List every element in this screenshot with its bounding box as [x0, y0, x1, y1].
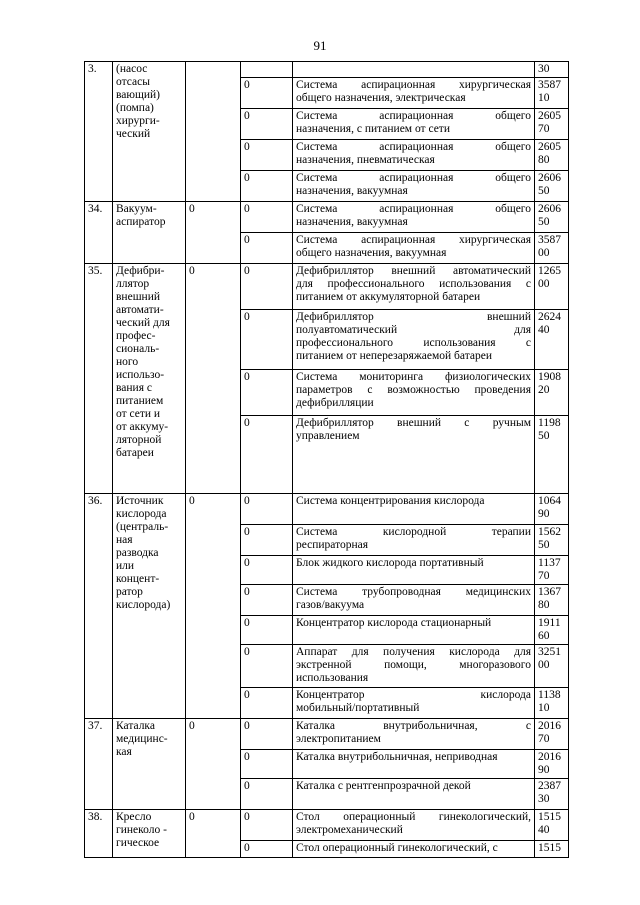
- description-line: мобильный/портативный: [296, 702, 420, 714]
- description-line: Система аспирационная хирургическая: [296, 234, 531, 246]
- item-name-line: медицинс-: [116, 733, 168, 745]
- description-line: Дефибриллятор внешний с ручным: [296, 417, 531, 429]
- device-description: [293, 202, 535, 233]
- code-line: 90: [538, 508, 550, 520]
- item-number-line: 6.: [93, 495, 103, 507]
- item-number-line: 4.: [93, 203, 103, 215]
- item-name-line: Каталка: [116, 720, 155, 732]
- item-name-line: Источник: [116, 495, 164, 507]
- zero-cell: 0: [241, 416, 293, 494]
- table-row: [85, 264, 569, 310]
- description-line: дефибрилляции: [296, 397, 374, 409]
- device-description: [293, 109, 535, 140]
- item-name-line: гинеколо -: [116, 824, 167, 836]
- code-line: 1367: [538, 586, 561, 598]
- item-name-line: ческий: [116, 128, 151, 140]
- device-description: [293, 556, 535, 585]
- item-name-line: кислорода: [116, 508, 167, 520]
- device-description: [293, 616, 535, 645]
- description-line: Концентратор кислорода стационарный: [296, 617, 492, 629]
- device-description: [293, 645, 535, 688]
- description-line: параметров с возможностью проведения: [296, 384, 531, 396]
- code-line: 10: [538, 92, 550, 104]
- description-line: Система кислородной терапии: [296, 526, 531, 538]
- code-line: 1515: [538, 811, 561, 823]
- device-description: [293, 62, 535, 78]
- device-code: [535, 140, 569, 171]
- code-line: 2605: [538, 110, 561, 122]
- item-name-line: от аккуму-: [116, 421, 169, 433]
- zero-cell: 0: [241, 233, 293, 264]
- description-line: питанием от неперезаряжаемой батареи: [296, 350, 492, 362]
- zero-cell: 0: [241, 616, 293, 645]
- device-description: [293, 171, 535, 202]
- quantity-cell: 0: [186, 494, 241, 719]
- item-name: [113, 810, 186, 858]
- device-code: [535, 109, 569, 140]
- description-line: полуавтоматический для: [296, 324, 531, 336]
- code-line: 50: [538, 430, 550, 442]
- item-name-line: вания с: [116, 382, 152, 394]
- description-line: общего назначения, электрическая: [296, 92, 466, 104]
- description-line: Система аспирационная хирургическая: [296, 79, 531, 91]
- zero-cell: 0: [241, 525, 293, 556]
- description-line: для профессионального использования с: [296, 278, 531, 290]
- description-line: Дефибриллятор внешний: [296, 311, 531, 323]
- description-line: Дефибриллятор внешний автоматический: [296, 265, 531, 277]
- table-row: [85, 719, 569, 750]
- item-number-line: 3: [88, 811, 94, 823]
- code-line: 2624: [538, 311, 561, 323]
- device-code: [535, 688, 569, 719]
- item-number-line: 7.: [93, 720, 103, 732]
- device-code: [535, 810, 569, 841]
- code-line: 50: [538, 216, 550, 228]
- code-line: 3251: [538, 646, 561, 658]
- item-name-line: аспиратор: [116, 216, 166, 228]
- description-line: Система аспирационная общего: [296, 110, 531, 122]
- description-line: профессионального использования с: [296, 337, 531, 349]
- item-name-line: ратор: [116, 586, 143, 598]
- device-code: [535, 233, 569, 264]
- device-code: [535, 616, 569, 645]
- description-line: Система аспирационная общего: [296, 141, 531, 153]
- zero-cell: 0: [241, 202, 293, 233]
- code-line: 2016: [538, 720, 561, 732]
- code-line: 1908: [538, 371, 561, 383]
- code-line: 1515: [538, 842, 561, 854]
- zero-cell: 0: [241, 779, 293, 810]
- equipment-table: [84, 61, 569, 858]
- description-line: Система аспирационная общего: [296, 203, 531, 215]
- item-name-line: разводка: [116, 547, 159, 559]
- code-line: 2605: [538, 141, 561, 153]
- table-row: [85, 810, 569, 841]
- code-line: 40: [538, 324, 550, 336]
- zero-cell: 0: [241, 140, 293, 171]
- zero-cell: [241, 62, 293, 78]
- item-name: [113, 264, 186, 494]
- zero-cell: 0: [241, 264, 293, 310]
- item-name-line: ляторной: [116, 434, 162, 446]
- item-name-line: кая: [116, 746, 132, 758]
- description-line: электропитанием: [296, 733, 381, 745]
- item-number: [85, 264, 113, 494]
- item-name-line: гическое: [116, 837, 160, 849]
- description-line: Каталка с рентгенпрозрачной декой: [296, 780, 471, 792]
- zero-cell: 0: [241, 841, 293, 858]
- item-number-line: 3: [88, 495, 94, 507]
- zero-cell: 0: [241, 171, 293, 202]
- description-line: назначения, вакуумная: [296, 216, 408, 228]
- code-line: 2606: [538, 172, 561, 184]
- description-line: управлением: [296, 430, 360, 442]
- code-line: 00: [538, 247, 550, 259]
- item-number: [85, 494, 113, 719]
- zero-cell: 0: [241, 109, 293, 140]
- description-line: назначения, пневматическая: [296, 154, 435, 166]
- zero-cell: 0: [241, 494, 293, 525]
- code-line: 00: [538, 278, 550, 290]
- code-line: 2606: [538, 203, 561, 215]
- code-line: 00: [538, 659, 550, 671]
- item-name: [113, 62, 186, 202]
- item-number-line: 3: [88, 720, 94, 732]
- item-number-line: 5.: [93, 265, 103, 277]
- device-description: [293, 494, 535, 525]
- device-description: [293, 310, 535, 370]
- description-line: Каталка внутрибольничная, с: [296, 720, 531, 732]
- device-code: [535, 585, 569, 616]
- device-description: [293, 370, 535, 416]
- device-description: [293, 416, 535, 494]
- description-line: Каталка внутрибольничная, неприводная: [296, 751, 498, 763]
- zero-cell: 0: [241, 556, 293, 585]
- item-name-line: Вакуум-: [116, 203, 157, 215]
- item-name-line: автомати-: [116, 304, 164, 316]
- description-line: Аппарат для получения кислорода для: [296, 646, 531, 658]
- code-line: 50: [538, 185, 550, 197]
- device-description: [293, 688, 535, 719]
- quantity-cell: 0: [186, 202, 241, 264]
- item-name-line: (помпа): [116, 102, 154, 114]
- description-line: Система аспирационная общего: [296, 172, 531, 184]
- code-line: 60: [538, 630, 550, 642]
- item-name-line: концент-: [116, 573, 160, 585]
- table-row: [85, 202, 569, 233]
- device-code: [535, 78, 569, 109]
- code-line: 30: [538, 63, 550, 75]
- item-name-line: профес-: [116, 330, 156, 342]
- item-name-line: батареи: [116, 447, 154, 459]
- item-number: [85, 62, 113, 202]
- description-line: электромеханический: [296, 824, 403, 836]
- item-number: [85, 202, 113, 264]
- zero-cell: 0: [241, 585, 293, 616]
- code-line: 2016: [538, 751, 561, 763]
- description-line: респираторная: [296, 539, 369, 551]
- device-description: [293, 719, 535, 750]
- device-description: [293, 264, 535, 310]
- item-number: [85, 719, 113, 810]
- description-line: экстренной помощи, многоразового: [296, 659, 531, 671]
- code-line: 1137: [538, 557, 561, 569]
- device-description: [293, 779, 535, 810]
- item-name-line: внешний: [116, 291, 161, 303]
- code-line: 2387: [538, 780, 561, 792]
- item-name-line: хирурги-: [116, 115, 160, 127]
- quantity-cell: 0: [186, 719, 241, 810]
- zero-cell: 0: [241, 78, 293, 109]
- item-name: [113, 202, 186, 264]
- device-description: [293, 750, 535, 779]
- device-code: [535, 525, 569, 556]
- zero-cell: 0: [241, 645, 293, 688]
- code-line: 3587: [538, 79, 561, 91]
- code-line: 1198: [538, 417, 561, 429]
- page-number: 91: [313, 38, 327, 53]
- item-number-line: 3: [88, 265, 94, 277]
- description-line: Блок жидкого кислорода портативный: [296, 557, 484, 569]
- code-line: 1911: [538, 617, 561, 629]
- zero-cell: 0: [241, 810, 293, 841]
- code-line: 1562: [538, 526, 561, 538]
- description-line: питанием от аккумуляторной батареи: [296, 291, 481, 303]
- item-name-line: от сети и: [116, 408, 161, 420]
- code-line: 80: [538, 154, 550, 166]
- item-name-line: кислорода): [116, 599, 171, 611]
- code-line: 90: [538, 764, 550, 776]
- item-number-line: 3.: [88, 63, 97, 75]
- item-name-line: (насос: [116, 63, 148, 75]
- item-name-line: использо-: [116, 369, 165, 381]
- description-line: использования: [296, 672, 369, 684]
- item-name-line: Дефибри-: [116, 265, 165, 277]
- zero-cell: 0: [241, 719, 293, 750]
- code-line: 20: [538, 384, 550, 396]
- item-name-line: вающий): [116, 89, 160, 101]
- item-name-line: ческий для: [116, 317, 170, 329]
- item-number-line: 3: [88, 203, 94, 215]
- description-line: Система трубопроводная медицинских: [296, 586, 531, 598]
- code-line: 70: [538, 570, 550, 582]
- device-description: [293, 140, 535, 171]
- device-code: [535, 310, 569, 370]
- quantity-cell: 0: [186, 810, 241, 858]
- device-code: [535, 719, 569, 750]
- device-code: [535, 556, 569, 585]
- code-line: 80: [538, 599, 550, 611]
- device-code: [535, 750, 569, 779]
- device-description: [293, 585, 535, 616]
- quantity-cell: [186, 62, 241, 202]
- device-description: [293, 233, 535, 264]
- description-line: Стол операционный гинекологический,: [296, 811, 531, 823]
- description-line: общего назначения, вакуумная: [296, 247, 447, 259]
- code-line: 30: [538, 793, 550, 805]
- code-line: 1265: [538, 265, 561, 277]
- item-name-line: питанием: [116, 395, 164, 407]
- device-code: [535, 494, 569, 525]
- item-name: [113, 494, 186, 719]
- code-line: 70: [538, 733, 550, 745]
- code-line: 50: [538, 539, 550, 551]
- device-code: [535, 264, 569, 310]
- item-name-line: или: [116, 560, 135, 572]
- zero-cell: 0: [241, 310, 293, 370]
- code-line: 1064: [538, 495, 561, 507]
- device-description: [293, 78, 535, 109]
- description-line: Стол операционный гинекологический, с: [296, 842, 498, 854]
- device-code: [535, 841, 569, 858]
- code-line: 3587: [538, 234, 561, 246]
- zero-cell: 0: [241, 750, 293, 779]
- device-description: [293, 841, 535, 858]
- code-line: 1138: [538, 689, 561, 701]
- item-name: [113, 719, 186, 810]
- device-code: [535, 370, 569, 416]
- item-name-line: ллятор: [116, 278, 150, 290]
- device-description: [293, 525, 535, 556]
- description-line: газов/вакуума: [296, 599, 365, 611]
- item-name-line: (централь-: [116, 521, 169, 533]
- device-code: [535, 645, 569, 688]
- item-name-line: ная: [116, 534, 133, 546]
- device-code: [535, 779, 569, 810]
- code-line: 70: [538, 123, 550, 135]
- zero-cell: 0: [241, 370, 293, 416]
- zero-cell: 0: [241, 688, 293, 719]
- description-line: назначения, с питанием от сети: [296, 123, 450, 135]
- device-code: [535, 62, 569, 78]
- description-line: Концентратор кислорода: [296, 689, 531, 701]
- item-name-line: ного: [116, 356, 139, 368]
- item-name-line: Кресло: [116, 811, 152, 823]
- device-description: [293, 810, 535, 841]
- item-number-line: 8.: [93, 811, 103, 823]
- device-code: [535, 416, 569, 494]
- quantity-cell: 0: [186, 264, 241, 494]
- description-line: Система концентрирования кислорода: [296, 495, 485, 507]
- item-name-line: отсасы: [116, 76, 150, 88]
- code-line: 40: [538, 824, 550, 836]
- code-line: 10: [538, 702, 550, 714]
- item-number: [85, 810, 113, 858]
- table-row: [85, 494, 569, 525]
- device-code: [535, 202, 569, 233]
- description-line: назначения, вакуумная: [296, 185, 408, 197]
- description-line: Система мониторинга физиологических: [296, 371, 531, 383]
- table-row: [85, 62, 569, 78]
- device-code: [535, 171, 569, 202]
- item-name-line: сиональ-: [116, 343, 160, 355]
